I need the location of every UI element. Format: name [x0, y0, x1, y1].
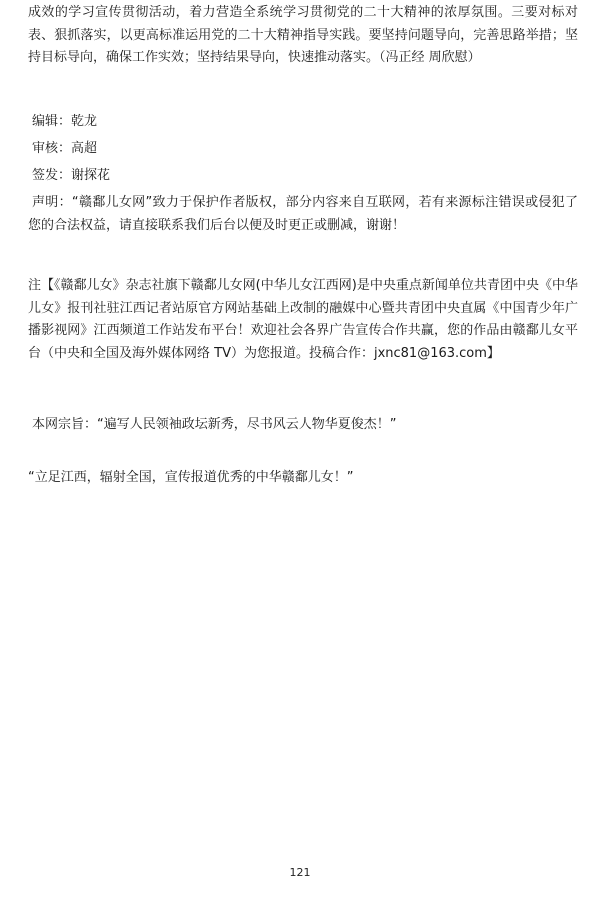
- site-motto: 本网宗旨：“遍写人民领袖政坛新秀，尽书风云人物华夏俊杰！”: [32, 417, 397, 432]
- reviewer-line: 审核：高超: [32, 141, 98, 156]
- site-slogan: “立足江西，辐射全国，宣传报道优秀的中华赣鄱儿女！”: [28, 470, 354, 485]
- issuer-line: 签发：谢探花: [32, 168, 111, 183]
- page-number: 121: [289, 866, 311, 879]
- body-paragraph: 成效的学习宣传贯彻活动，着力营造全系统学习贯彻党的二十大精神的浓厚氛围。三要对标对表、狠抓落实，以更高标准运用党的二十大精神指导实践。要坚持问题导向，完善思路举措；坚持目标导向，确保工作实效；坚持结果导向，快速推动落实。（冯正经 周欣慰）: [28, 5, 578, 65]
- copyright-statement: 声明：“赣鄱儿女网”致力于保护作者版权，部分内容来自互联网，若有来源标注错误或侵犯了您的合法权益，请直接联系我们后台以便及时更正或删减，谢谢！: [28, 195, 578, 233]
- editor-line: 编辑：乾龙: [32, 114, 98, 129]
- publisher-note: 注【《赣鄱儿女》杂志社旗下赣鄱儿女网(中华儿女江西网)是中央重点新闻单位共青团中央《中华儿女》报刊社驻江西记者站原官方网站基础上改制的融媒中心暨共青团中央直属《中国青少年广播影视网》江西频道工作站发布平台！欢迎社会各界广告宣传合作共赢，您的作品由赣鄱儿女平台（中央和全国及海外媒体网络 TV）为您报道。投稿合作：jxnc81@163.com】: [28, 278, 578, 361]
